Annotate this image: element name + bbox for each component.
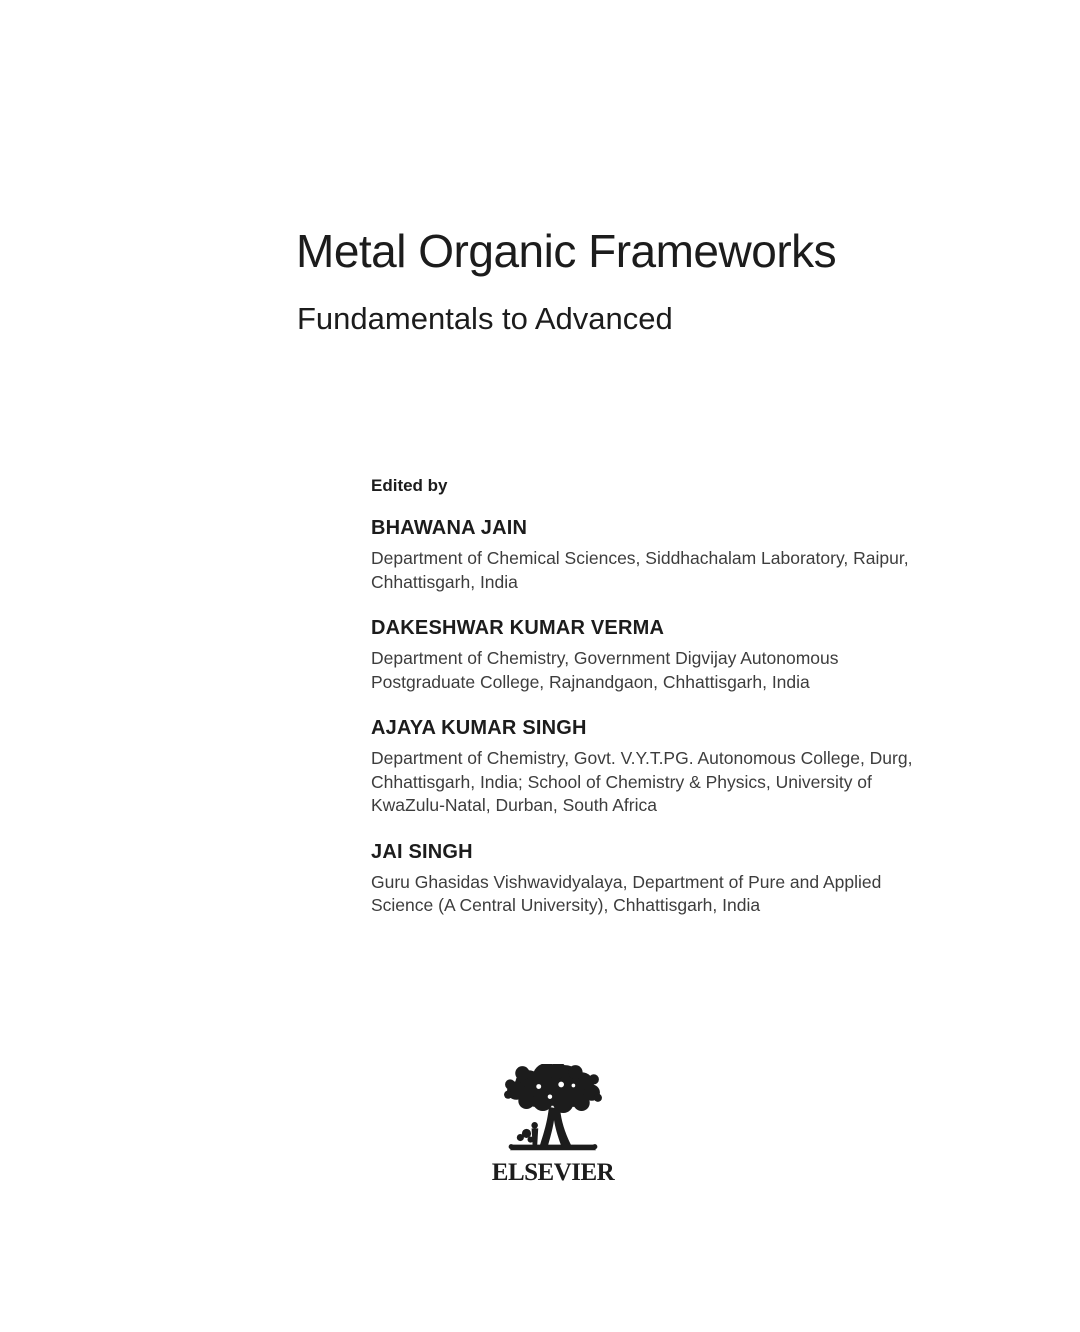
editor-name: DAKESHWAR KUMAR VERMA [371,617,665,639]
publisher-block [487,1064,619,1187]
editor-affiliation: Guru Ghasidas Vishwavidyalaya, Department of Pure and Applied Science (A Central University), Chhattisgarh, India [371,871,882,915]
publisher-wordmark: ELSEVIER [491,1159,615,1186]
editor-entry [371,717,943,818]
editor-affiliation: Department of Chemistry, Govt. V.Y.T.PG. Autonomous College, Durg, Chhattisgarh, India; School of Chemistry & Physics, University of KwaZulu-Natal, Durban, South Africa [371,748,913,815]
editor-affiliation: Department of Chemical Sciences, Siddhachalam Laboratory, Raipur, Chhattisgarh, India [371,548,909,592]
editors-section [371,476,943,941]
editor-entry [371,841,943,918]
page-subtitle: Fundamentals to Advanced [297,301,673,336]
editor-name: AJAYA KUMAR SINGH [371,717,587,739]
editor-affiliation: Department of Chemistry, Government Digvijay Autonomous Postgraduate College, Rajnandgaon, Chhattisgarh, India [371,648,839,692]
editor-name: BHAWANA JAIN [371,517,528,539]
edited-by-label: Edited by [371,476,448,495]
elsevier-tree-logo-icon [502,1064,604,1158]
page-title: Metal Organic Frameworks [296,225,837,277]
editor-entry [371,617,943,694]
editor-entry [371,517,943,594]
editor-name: JAI SINGH [371,840,473,863]
